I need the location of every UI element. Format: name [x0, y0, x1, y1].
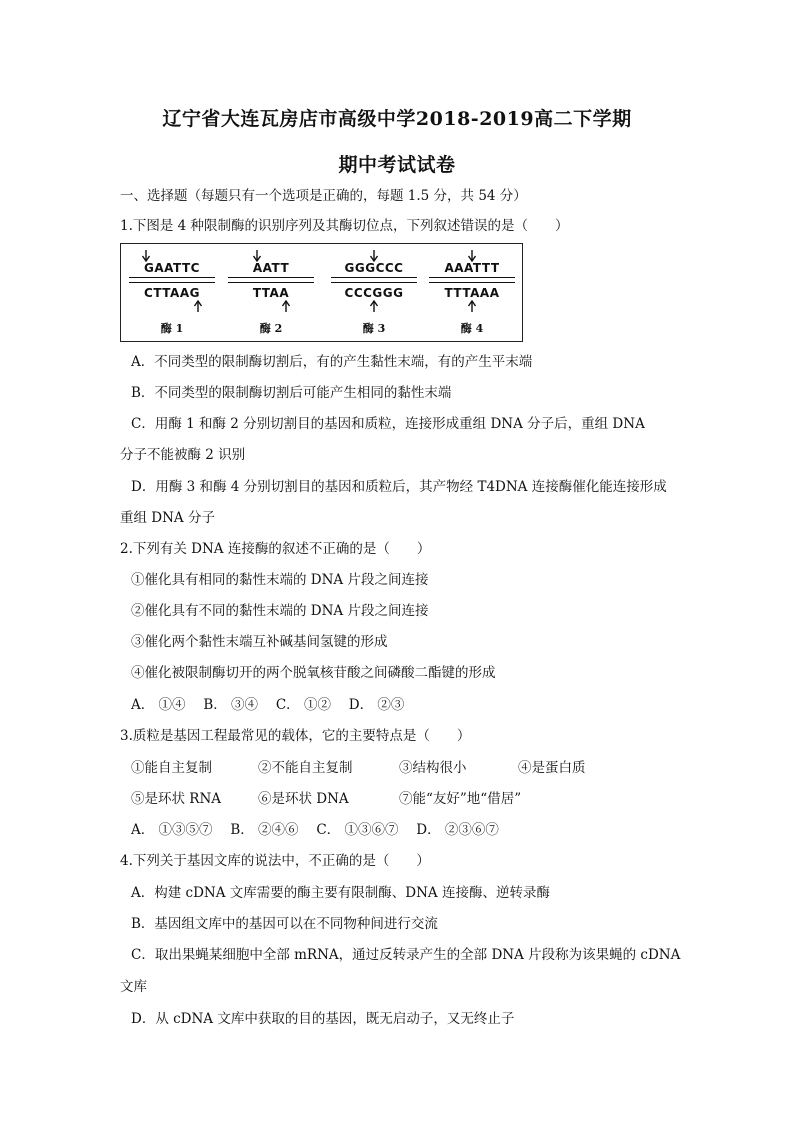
enzyme-4-diagram	[427, 244, 517, 343]
restriction-enzyme-figure	[120, 243, 523, 342]
strand-line	[429, 282, 515, 283]
q2-statement-3: ③催化两个黏性末端互补碱基间氢键的形成	[131, 634, 388, 650]
q3-item-6: ⑥是环状 DNA	[258, 791, 349, 807]
q2-statement-1: ①催化具有相同的黏性末端的 DNA 片段之间连接	[131, 572, 429, 588]
strand-line	[228, 277, 314, 278]
q4-option-c: C．取出果蝇某细胞中全部 mRNA，通过反转录产生的全部 DNA 片段称为该果蝇的 cDNA	[131, 947, 681, 963]
enzyme-3-label: 酶 3	[362, 322, 386, 335]
q3-item-2: ②不能自主复制	[258, 760, 353, 776]
q3-stem: 3.质粒是基因工程最常见的载体，它的主要特点是（ ）	[120, 728, 471, 744]
enzyme-4-top-strand: AAATTT	[444, 261, 500, 275]
q3-item-3: ③结构很小	[399, 760, 467, 776]
q4-option-d: D．从 cDNA 文库中获取的目的基因，既无启动子，又无终止子	[131, 1011, 515, 1027]
q3-item-7: ⑦能“友好”地“借居”	[399, 791, 522, 807]
strand-line	[331, 282, 417, 283]
enzyme-2-top-strand: AATT	[252, 261, 290, 275]
q3-item-5: ⑤是环状 RNA	[131, 791, 222, 807]
enzyme-1-label: 酶 1	[160, 322, 184, 335]
q1-option-c: C．用酶 1 和酶 2 分别切割目的基因和质粒，连接形成重组 DNA 分子后，重组 DNA	[131, 416, 645, 432]
strand-line	[429, 277, 515, 278]
q2-stem: 2.下列有关 DNA 连接酶的叙述不正确的是（ ）	[120, 541, 431, 557]
enzyme-3-bottom-strand: CCCGGG	[344, 286, 404, 300]
strand-line	[331, 277, 417, 278]
enzyme-4-bottom-strand: TTTAAA	[444, 286, 500, 300]
cut-arrow-up-icon	[281, 300, 291, 312]
q4-option-c-cont: 文库	[120, 979, 147, 995]
q1-option-c-cont: 分子不能被酶 2 识别	[120, 447, 246, 463]
enzyme-1-top-strand: GAATTC	[144, 261, 200, 275]
enzyme-4-label: 酶 4	[460, 322, 484, 335]
q1-stem: 1.下图是 4 种限制酶的识别序列及其酶切位点，下列叙述错误的是（ ）	[120, 218, 569, 234]
document-title-line2: 期中考试试卷	[338, 154, 456, 176]
enzyme-2-diagram	[226, 244, 316, 343]
cut-arrow-up-icon	[467, 300, 477, 312]
q1-option-a: A．不同类型的限制酶切割后，有的产生黏性末端，有的产生平末端	[131, 354, 533, 370]
cut-arrow-up-icon	[369, 300, 379, 312]
enzyme-2-bottom-strand: TTAA	[252, 286, 290, 300]
q4-option-b: B．基因组文库中的基因可以在不同物种间进行交流	[131, 916, 438, 932]
q2-options: A． ①④ B． ③④ C． ①② D． ②③	[131, 697, 405, 713]
enzyme-3-diagram	[329, 244, 419, 343]
q4-stem: 4.下列关于基因文库的说法中，不正确的是（ ）	[120, 853, 430, 869]
q1-option-d: D．用酶 3 和酶 4 分别切割目的基因和质粒后，其产物经 T4DNA 连接酶催化能连接形成	[131, 479, 667, 495]
enzyme-3-top-strand: GGGCCC	[344, 261, 404, 275]
enzyme-1-bottom-strand: CTTAAG	[144, 286, 200, 300]
q2-statement-2: ②催化具有不同的黏性末端的 DNA 片段之间连接	[131, 603, 429, 619]
strand-line	[228, 282, 314, 283]
enzyme-2-label: 酶 2	[259, 322, 283, 335]
enzyme-1-diagram	[127, 244, 217, 343]
q1-option-b: B．不同类型的限制酶切割后可能产生相同的黏性末端	[131, 385, 452, 401]
q1-option-d-cont: 重组 DNA 分子	[120, 510, 215, 526]
section-heading: 一、选择题（每题只有一个选项是正确的，每题 1.5 分，共 54 分）	[120, 188, 527, 204]
document-title-line1: 辽宁省大连瓦房店市高级中学2018-2019高二下学期	[162, 108, 632, 130]
q2-statement-4: ④催化被限制酶切开的两个脱氧核苷酸之间磷酸二酯键的形成	[131, 665, 496, 681]
q4-option-a: A．构建 cDNA 文库需要的酶主要有限制酶、DNA 连接酶、逆转录酶	[131, 885, 550, 901]
cut-arrow-up-icon	[193, 300, 203, 312]
q3-item-1: ①能自主复制	[131, 760, 212, 776]
strand-line	[129, 277, 215, 278]
strand-line	[129, 282, 215, 283]
q3-item-4: ④是蛋白质	[518, 760, 586, 776]
q3-options: A． ①③⑤⑦ B． ②④⑥ C． ①③⑥⑦ D． ②③⑥⑦	[131, 822, 499, 838]
